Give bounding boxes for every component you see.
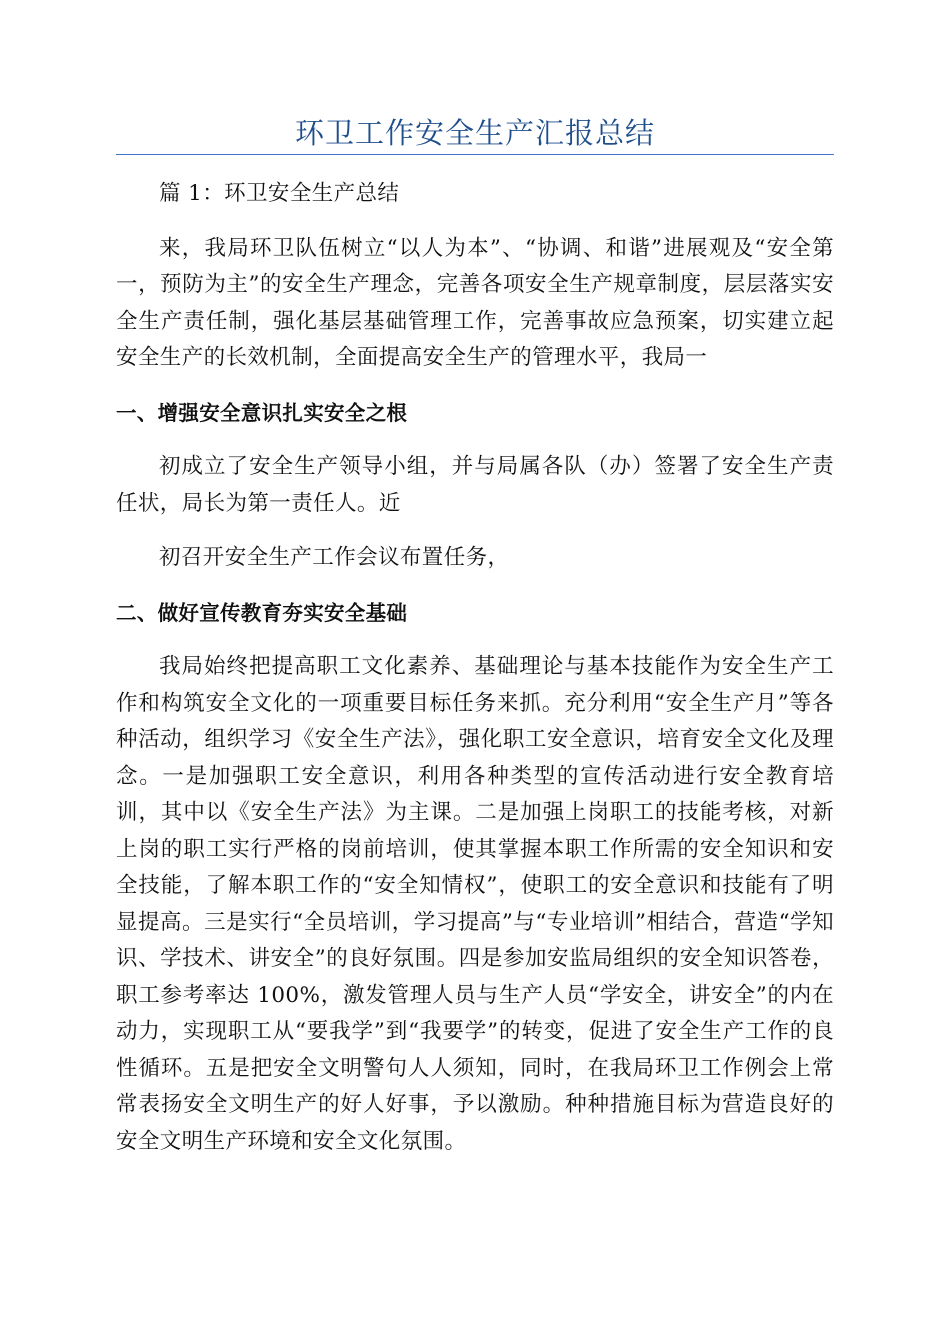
document-body [116, 176, 834, 1160]
intro-paragraph: 来，我局环卫队伍树立“以人为本”、“协调、和谐”进展观及“安全第一，预防为主”的安全生产理念，完善各项安全生产规章制度，层层落实安全生产责任制，强化基层基础管理工作，完善事故应急预案，切实建立起安全生产的长效机制，全面提高安全生产的管理水平，我局一 [116, 235, 834, 370]
section-1-paragraph-1: 初成立了安全生产领导小组，并与局属各队（办）签署了安全生产责任状，局长为第一责任人。近 [116, 454, 834, 516]
section-1-heading: 一、增强安全意识扎实安全之根 [116, 400, 408, 425]
section-1-paragraph-2: 初召开安全生产工作会议布置任务， [159, 545, 510, 570]
document-title: 环卫工作安全生产汇报总结 [294, 116, 655, 150]
section-2-paragraph-1: 我局始终把提高职工文化素养、基础理论与基本技能作为安全生产工作和构筑安全文化的一项重要目标任务来抓。充分利用“安全生产月”等各种活动，组织学习《安全生产法》，强化职工安全意识，培育安全文化及理念。一是加强职工安全意识，利用各种类型的宣传活动进行安全教育培训，其中以《安全生产法》为主课。二是加强上岗职工的技能考核，对新上岗的职工实行严格的岗前培训，使其掌握本职工作所需的安全知识和安全技能，了解本职工作的“安全知情权”，使职工的安全意识和技能有了明显提高。三是实行“全员培训，学习提高”与“专业培训”相结合，营造“学知识、学技术、讲安全”的良好氛围。四是参加安监局组织的安全知识答卷，职工参考率达 100%，激发管理人员与生产人员“学安全，讲安全”的内在动力，实现职工从“要我学”到“我要学”的转变，促进了安全生产工作的良性循环。五是把安全文明警句人人须知，同时，在我局环卫工作例会上常常表扬安全文明生产的好人好事，予以激励。种种措施目标为营造良好的安全文明生产环境和安全文化氛围。 [116, 654, 834, 1154]
section-2-heading: 二、做好宣传教育夯实安全基础 [116, 600, 408, 625]
title-underline [116, 154, 834, 155]
article-subtitle: 篇 1：环卫安全生产总结 [159, 181, 400, 206]
